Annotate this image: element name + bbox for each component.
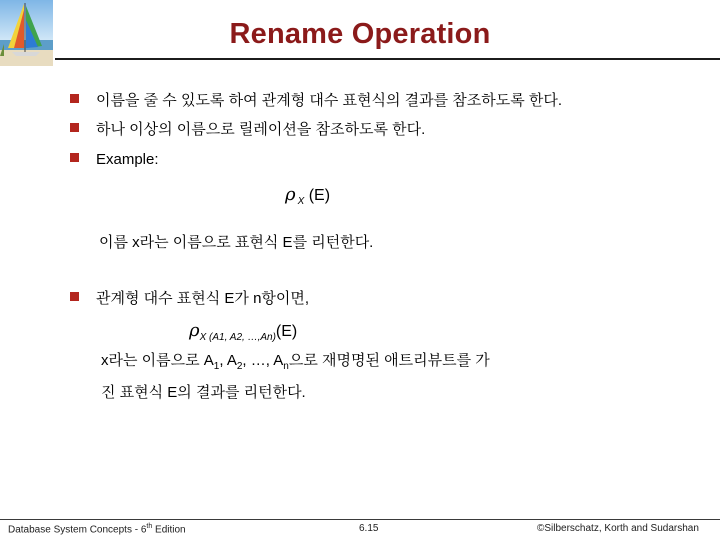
- text-part: x라는 이름으로 A: [101, 352, 214, 369]
- general-explanation-line-2: 진 표현식 E의 결과를 리턴한다.: [101, 384, 306, 401]
- footer-copyright: ©Silberschatz, Korth and Sudarshan: [537, 523, 699, 534]
- example-explanation: 이름 x라는 이름으로 표현식 E를 리턴한다.: [99, 234, 374, 251]
- general-explanation-line-1: [101, 349, 490, 372]
- footer-page-number: 6.15: [359, 523, 379, 534]
- bullet-text: Example:: [96, 151, 159, 168]
- square-bullet-icon: [70, 123, 79, 132]
- subscript: n: [283, 361, 289, 372]
- bullet-text: 이름을 줄 수 있도록 하여 관계형 대수 표현식의 결과를 참조하도록 한다.: [96, 92, 563, 109]
- bullet-item: [70, 92, 562, 110]
- formula-subscript: X: [297, 196, 305, 207]
- rho-symbol: ρ: [189, 320, 200, 341]
- formula-argument: (E): [304, 187, 331, 204]
- footer-book-title: [8, 523, 186, 535]
- square-bullet-icon: [70, 94, 79, 103]
- rename-formula-example: [285, 184, 330, 205]
- page-title: Rename Operation: [229, 18, 491, 50]
- square-bullet-icon: [70, 292, 79, 301]
- bullet-text: 하나 이상의 이름으로 릴레이션을 참조하도록 한다.: [96, 121, 426, 138]
- square-bullet-icon: [70, 153, 79, 162]
- footer-text: Database System Concepts - 6: [8, 524, 147, 536]
- subscript: 2: [236, 361, 243, 372]
- text-part: , A: [219, 352, 237, 369]
- bullet-item: [70, 290, 309, 308]
- bullet-item: [70, 151, 159, 169]
- footer-divider: [0, 519, 720, 520]
- formula-subscript: X (A1, A2, …,An): [199, 332, 276, 343]
- formula-argument: (E): [275, 323, 298, 340]
- rho-symbol: ρ: [285, 184, 296, 205]
- bullet-text: 관계형 대수 표현식 E가 n항이면,: [96, 290, 310, 307]
- text-part: , …, A: [242, 352, 284, 369]
- footer-text: Edition: [152, 524, 186, 536]
- text-part: 으로 재명명된 애트리뷰트를 가: [288, 352, 490, 369]
- bullet-item: [70, 121, 425, 139]
- superscript: th: [146, 523, 153, 530]
- subscript: 1: [213, 361, 220, 372]
- rename-formula-general: [189, 320, 297, 341]
- title-divider: [55, 58, 720, 60]
